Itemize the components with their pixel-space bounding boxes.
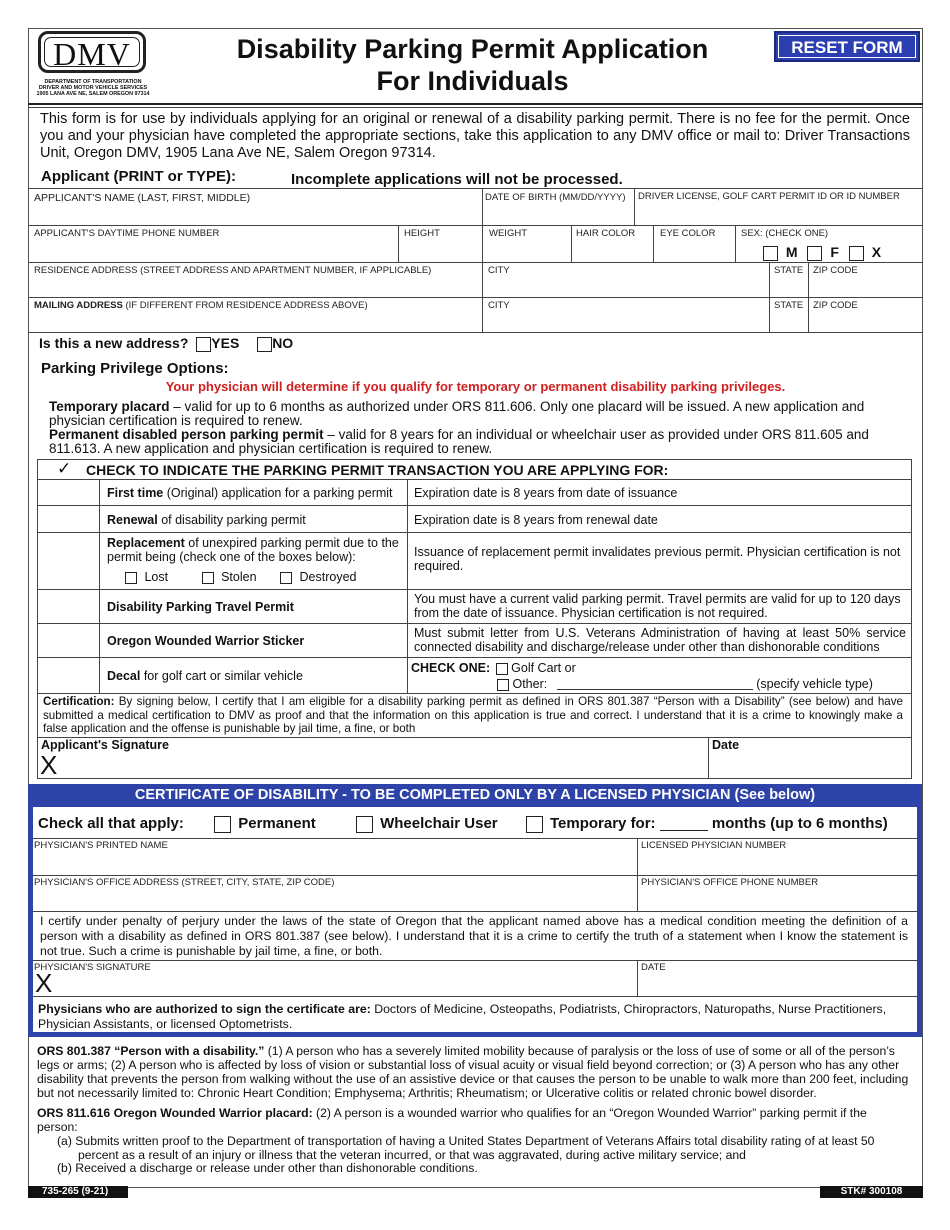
decal-bold: Decal [107,669,141,683]
title-line-1: Disability Parking Permit Application [236,34,709,64]
table-line [37,505,912,506]
phone-field[interactable] [30,240,396,261]
months-label: months (up to 6 months) [711,815,888,832]
stolen-label: Stolen [221,570,257,584]
renewal-bold: Renewal [107,513,158,527]
mailing-zip-label: ZIP CODE [813,300,858,311]
wounded-warrior-option [107,634,304,648]
stock-number-badge: STK# 300108 [820,1186,923,1198]
applicant-certification [43,695,903,736]
mailing-label-bold: MAILING ADDRESS [34,300,123,311]
dob-field[interactable] [484,204,632,224]
golf-cart-checkbox[interactable] [496,663,508,675]
mailing-zip-field[interactable] [810,312,921,331]
title-line-2: For Individuals [376,66,569,96]
new-address-row [39,335,293,352]
physician-address-field[interactable] [34,889,634,910]
applicant-name-label: APPLICANT'S NAME (LAST, FIRST, MIDDLE) [34,192,251,204]
check-mark-icon: ✓ [57,459,72,478]
new-address-yes-checkbox[interactable] [196,337,211,352]
residence-state-label: STATE [774,265,804,276]
grid-line [28,188,923,189]
table-line [37,532,912,533]
new-address-question: Is this a new address? [39,335,189,351]
ors-616-item-b: (b) Received a discharge or release under other than dishonorable conditions. [57,1161,478,1175]
destroyed-checkbox[interactable] [280,572,292,584]
mailing-label [34,300,368,311]
first-time-rest: (Original) application for a parking permit [163,486,393,500]
grid-line [398,225,399,262]
other-vehicle-checkbox[interactable] [497,679,509,691]
decal-other-row [497,677,873,691]
dmv-logo [38,31,146,73]
applicant-signature-label: Applicant's Signature [41,738,169,752]
other-label: Other: [512,677,548,691]
header-divider-thin [28,107,923,108]
grid-line [28,332,923,333]
temporary-label: Temporary for: [549,815,656,832]
physician-grid-line [33,996,917,997]
permanent-permit-bold: Permanent disabled person parking permit [49,427,324,442]
ors-801-387-definition [37,1044,909,1100]
first-time-check-cell[interactable] [38,480,98,504]
wheelchair-label: Wheelchair User [380,815,498,832]
sex-label: SEX: (CHECK ONE) [741,228,829,239]
decal-option [107,669,303,683]
physician-check-row [38,815,888,833]
lost-checkbox[interactable] [125,572,137,584]
residence-city-label: CITY [488,265,510,276]
ors-616-item-a: (a) Submits written proof to the Department of transportation of having a United States Department of Veterans Affairs total disability rating of at least 50 percent as a result of an injury or illness that the veteran incurred, or that was aggravated, during active military service; and [57,1134,875,1162]
mailing-label-rest: (IF DIFFERENT FROM RESIDENCE ADDRESS ABOVE) [122,300,368,311]
form-title [180,33,765,97]
residence-label: RESIDENCE ADDRESS (STREET ADDRESS AND APARTMENT NUMBER, IF APPLICABLE) [34,265,432,276]
grid-line [28,297,923,298]
mailing-city-field[interactable] [484,312,767,331]
ors-616-bold: ORS 811.616 Oregon Wounded Warrior placard: [37,1106,313,1120]
grid-line [634,188,635,225]
physician-certify-text: I certify under penalty of perjury under the laws of the state of Oregon that the applicant named above has a medical condition meeting the definition of a person with a disability as defined in ORS 801.387 (see below). I understand that it is a crime to certify the truth of a statement when I know the statement is not true. Such a crime is punishable by jail time, a fine, or both. [40,914,908,958]
replacement-bold: Replacement [107,536,185,550]
replacement-desc: Issuance of replacement permit invalidates previous permit. Physician certification is not required. [414,545,901,573]
sex-m-label: M [785,244,798,260]
residence-state-field[interactable] [771,277,806,296]
mailing-state-label: STATE [774,300,804,311]
header-divider [28,103,923,105]
intro-text: This form is for use by individuals applying for an original or renewal of a disability parking permit. There is no fee for the permit. Once you and your physician have completed the appropriate sections, take this application to any DMV office or mail to: Driver Transactions Unit, Oregon DMV, 1905 Lana Ave NE, Salem Oregon 97314. [40,111,910,161]
temporary-placard-text [49,400,914,427]
height-field[interactable] [400,240,480,261]
residence-zip-label: ZIP CODE [813,265,858,276]
wounded-warrior-desc: Must submit letter from U.S. Veterans Administration of having at least 50% service connected disability and discharge/release under other than dishonorable conditions [414,626,906,654]
mailing-state-field[interactable] [771,312,806,331]
grid-line [653,225,654,262]
travel-permit-desc: You must have a current valid parking permit. Travel permits are valid for up to 120 days from the date of issuance. Physician certification is not required. [414,592,901,620]
certification-text: By signing below, I certify that I am eligible for a disability parking permit as defined in ORS 801.387 “Person with a Disability” (see below) and have submitted a medical certification to DMV as proof and that the information on this application is true and correct. I understand that it is a crime to knowingly make a false application and the offense is punishable by jail time, a fine, or both [43,695,903,735]
grid-line [28,225,923,226]
authorized-bold: Physicians who are authorized to sign the certificate are: [38,1002,371,1016]
new-address-no-checkbox[interactable] [257,337,272,352]
temporary-checkbox[interactable] [526,816,543,833]
travel-permit-bold: Disability Parking Travel Permit [107,600,294,614]
temporary-months-field[interactable] [660,816,708,831]
logo-caption-line: DRIVER AND MOTOR VEHICLE SERVICES [38,85,148,92]
physician-grid-line [33,911,917,912]
logo-caption [32,79,154,98]
physician-phone-field[interactable] [640,889,915,910]
mailing-city-label: CITY [488,300,510,311]
sex-x-checkbox[interactable] [849,246,864,261]
renewal-option [107,513,306,527]
travel-permit-option [107,600,294,614]
sex-m-checkbox[interactable] [763,246,778,261]
grid-line [769,262,770,332]
first-time-desc: Expiration date is 8 years from date of issuance [414,486,678,500]
replacement-reasons [125,570,357,584]
sex-x-label: X [871,244,882,260]
permanent-permit-desc: – valid for 8 years for an individual or wheelchair user as provided under ORS 811.605 and 811.613. A new application and physician certification is required to renew. [49,427,869,456]
logo-caption-line: 1905 LANA AVE NE, SALEM OREGON 97314 [36,91,150,98]
physician-grid-line [637,838,638,911]
table-line [407,479,408,693]
ors-616-text: (2) A person is a wounded warrior who qualifies for an “Oregon Wounded Warrior” parking permit if the person: [37,1106,867,1134]
physician-license-field[interactable] [640,852,915,873]
logo-caption-line: DEPARTMENT OF TRANSPORTATION [44,79,142,85]
license-field[interactable] [636,204,921,224]
check-all-label: Check all that apply: [38,815,184,832]
physician-signature-field[interactable] [58,972,634,995]
sex-f-label: F [830,244,839,260]
grid-line [808,262,809,332]
weight-label: WEIGHT [489,228,527,239]
first-time-bold: First time [107,486,164,500]
renewal-desc: Expiration date is 8 years from renewal date [414,513,658,527]
privilege-heading: Parking Privilege Options: [41,360,229,377]
destroyed-label: Destroyed [299,570,357,584]
ors-811-616-definition [37,1106,909,1134]
table-line [37,479,912,480]
stolen-checkbox[interactable] [202,572,214,584]
applicant-signature-x: X [40,750,58,780]
residence-zip-field[interactable] [810,277,921,296]
physician-grid-line [33,875,917,876]
eye-color-field[interactable] [655,240,733,261]
first-time-option [107,486,393,500]
wheelchair-checkbox[interactable] [356,816,373,833]
physician-date-label: DATE [641,962,666,973]
grid-line [571,225,572,262]
physician-license-label: LICENSED PHYSICIAN NUMBER [641,840,787,851]
table-line [37,657,912,658]
form-number-badge: 735-265 (9-21) [28,1186,128,1198]
physician-determine-note: Your physician will determine if you qualify for temporary or permanent disability parking privileges. [165,379,786,394]
authorized-text: Doctors of Medicine, Osteopaths, Podiatrists, Chiropractors, Naturopaths, Nurse Practitioners, Physician Assistants, or licensed Optometrists. [38,1002,887,1031]
reset-form-label: RESET FORM [778,35,916,58]
dob-label: DATE OF BIRTH (MM/DD/YYYY) [485,192,626,203]
temporary-placard-bold: Temporary placard [49,399,170,414]
permanent-label: Permanent [238,815,316,832]
table-line [708,737,709,779]
ors-387-bold: ORS 801.387 “Person with a disability.” [37,1044,265,1058]
applicant-date-field[interactable] [712,752,908,777]
sex-f-checkbox[interactable] [807,246,822,261]
grid-line [735,225,736,262]
other-vehicle-field[interactable] [557,678,753,690]
grid-line [482,188,483,332]
ors-387-text: (1) A person who has a severely limited mobility because of paralysis or the loss of use of some or all of the person’s legs or arms; (2) A person who is affected by loss of vision or substantial loss of visual acuity or visual field beyond correction; or (3) A person who has any other disability that prevents the person from walking without the use of an assistive device or that causes the person to be unable to walk more than 200 feet, including but not necessarily limited to: Chronic Heart Condition; Emphysema; Arthritis; Rheumatism; or Ulcerative colitis or related chronic bowel disorder. [37,1044,909,1100]
incomplete-warning: Incomplete applications will not be processed. [291,171,623,188]
decal-check-one [411,661,576,675]
sex-options [763,244,881,261]
physician-name-label: PHYSICIAN'S PRINTED NAME [34,840,168,851]
eye-color-label: EYE COLOR [660,228,716,239]
permanent-checkbox[interactable] [214,816,231,833]
permanent-permit-text [49,428,914,455]
logo-text: DMV [53,36,131,72]
mailing-field[interactable] [30,312,480,331]
applicant-heading: Applicant (PRINT or TYPE): [41,168,236,185]
physician-date-field[interactable] [640,972,915,995]
wounded-warrior-check-cell[interactable] [38,624,98,656]
no-label: NO [272,335,294,351]
physician-grid-line [33,838,917,839]
table-line [37,693,912,694]
wounded-warrior-bold: Oregon Wounded Warrior Sticker [107,634,305,648]
renewal-check-cell[interactable] [38,506,98,531]
physician-grid-line [33,960,917,961]
specify-vehicle-label: (specify vehicle type) [756,677,873,691]
physician-signature-label: PHYSICIAN'S SIGNATURE [34,962,151,973]
physician-phone-label: PHYSICIAN'S OFFICE PHONE NUMBER [641,877,819,888]
golf-cart-label: Golf Cart or [511,661,576,675]
hair-color-label: HAIR COLOR [576,228,636,239]
authorized-physicians [38,1002,910,1032]
table-line [99,479,100,693]
license-label: DRIVER LICENSE, GOLF CART PERMIT ID OR ID NUMBER [638,191,900,202]
replacement-check-cell[interactable] [38,533,98,588]
applicant-date-label: Date [712,738,740,752]
residence-city-field[interactable] [484,277,767,296]
table-line [37,623,912,624]
height-label: HEIGHT [404,228,440,239]
physician-banner: CERTIFICATE OF DISABILITY - TO BE COMPLETED ONLY BY A LICENSED PHYSICIAN (See below) [28,784,922,807]
renewal-rest: of disability parking permit [157,513,306,527]
grid-line [28,262,923,263]
physician-name-field[interactable] [34,852,634,873]
decal-check-cell[interactable] [38,658,98,692]
physician-grid-line [637,960,638,996]
weight-field[interactable] [484,240,569,261]
reset-form-button[interactable] [774,31,920,62]
table-line [37,589,912,590]
phone-label: APPLICANT'S DAYTIME PHONE NUMBER [34,228,220,239]
temporary-placard-desc: – valid for up to 6 months as authorized under ORS 811.606. Only one placard will be issued. A new application and physician certification is required to renew. [49,399,865,428]
physician-address-label: PHYSICIAN'S OFFICE ADDRESS (STREET, CITY, STATE, ZIP CODE) [34,877,335,888]
applicant-signature-field[interactable] [62,752,702,777]
yes-label: YES [211,335,240,351]
decal-rest: for golf cart or similar vehicle [140,669,303,683]
applicant-name-field[interactable] [30,204,480,224]
check-one-label: CHECK ONE: [411,661,491,675]
hair-color-field[interactable] [573,240,651,261]
certification-bold: Certification: [43,695,115,708]
travel-permit-check-cell[interactable] [38,590,98,622]
replacement-rest: of unexpired parking permit due to the permit being (check one of the boxes below): [107,536,399,564]
physician-signature-x: X [35,968,53,998]
lost-label: Lost [144,570,169,584]
replacement-option [107,536,403,564]
transaction-heading: CHECK TO INDICATE THE PARKING PERMIT TRANSACTION YOU ARE APPLYING FOR: [86,462,669,478]
residence-field[interactable] [30,277,480,296]
